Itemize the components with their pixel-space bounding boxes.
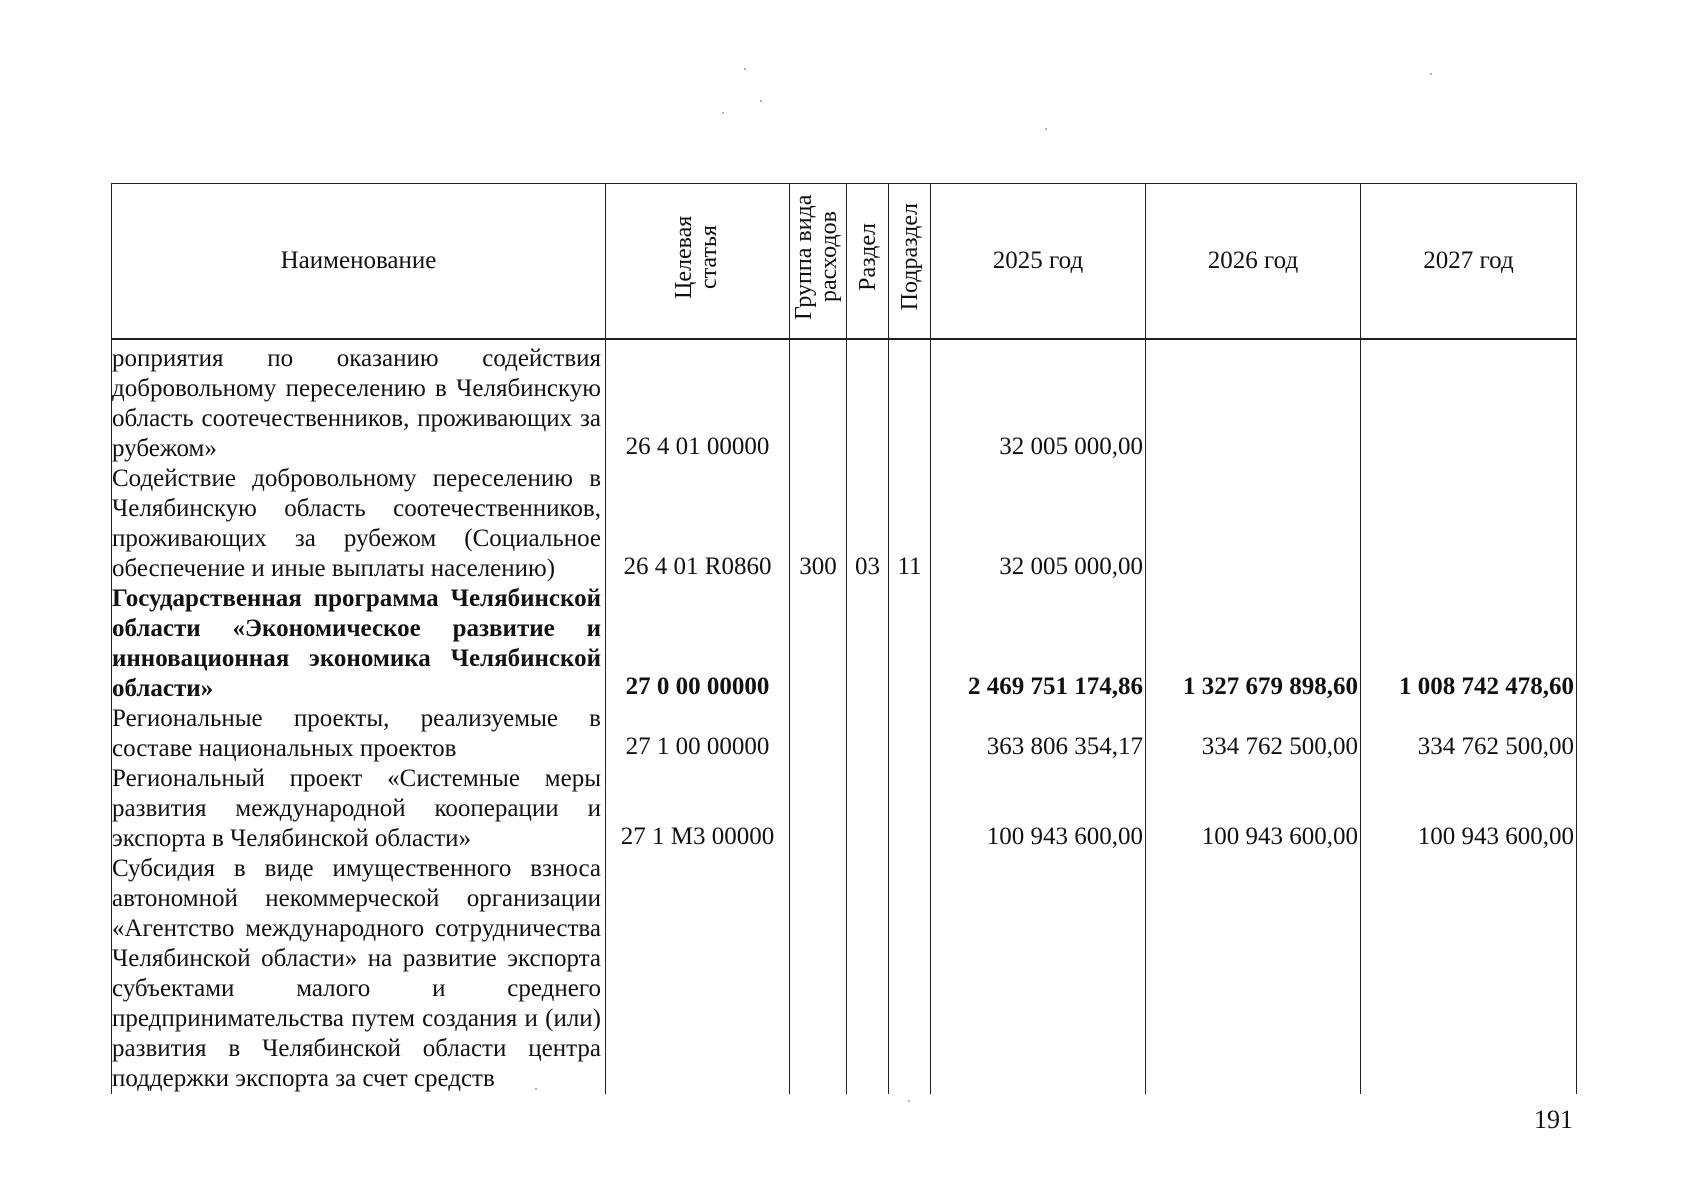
row-target-article: 26 4 01 00000 bbox=[606, 339, 790, 464]
row-subsection bbox=[889, 854, 931, 1094]
row-name: Региональные проекты, реализуемые в составе национальных проектов bbox=[112, 704, 606, 764]
row-amount-2025 bbox=[931, 854, 1146, 1094]
row-amount-2026: 334 762 500,00 bbox=[1146, 704, 1361, 764]
scan-speck bbox=[535, 1088, 537, 1090]
row-amount-2026 bbox=[1146, 464, 1361, 584]
row-section: 03 bbox=[847, 464, 889, 584]
page-number: 191 bbox=[1534, 1105, 1573, 1134]
row-section bbox=[847, 339, 889, 464]
row-amount-2025: 363 806 354,17 bbox=[931, 704, 1146, 764]
scan-speck bbox=[1430, 73, 1432, 75]
row-expense-group bbox=[790, 704, 847, 764]
table-row bbox=[112, 339, 1577, 464]
row-expense-group: 300 bbox=[790, 464, 847, 584]
row-amount-2026: 100 943 600,00 bbox=[1146, 764, 1361, 854]
scan-speck bbox=[1045, 128, 1047, 130]
row-name: Государственная программа Челябинской области «Экономическое развитие и инновационная экономика Челябинской области» bbox=[112, 584, 606, 704]
row-amount-2026: 1 327 679 898,60 bbox=[1146, 584, 1361, 704]
row-subsection bbox=[889, 339, 931, 464]
row-section bbox=[847, 854, 889, 1094]
table-header-row bbox=[112, 184, 1577, 340]
table-row bbox=[112, 704, 1577, 764]
row-subsection bbox=[889, 584, 931, 704]
row-expense-group bbox=[790, 764, 847, 854]
scan-speck bbox=[722, 112, 724, 114]
header-expense-group: Группа вида расходов bbox=[790, 184, 847, 340]
row-subsection bbox=[889, 764, 931, 854]
row-section bbox=[847, 584, 889, 704]
row-subsection: 11 bbox=[889, 464, 931, 584]
header-section: Раздел bbox=[847, 184, 889, 340]
header-year-2026: 2026 год bbox=[1146, 184, 1361, 340]
row-amount-2027 bbox=[1361, 339, 1577, 464]
row-amount-2025: 100 943 600,00 bbox=[931, 764, 1146, 854]
header-name: Наименование bbox=[112, 184, 606, 340]
header-target-article: Целевая статья bbox=[606, 184, 790, 340]
header-year-2027: 2027 год bbox=[1361, 184, 1577, 340]
table-row bbox=[112, 464, 1577, 584]
row-target-article: 26 4 01 R0860 bbox=[606, 464, 790, 584]
row-amount-2027: 334 762 500,00 bbox=[1361, 704, 1577, 764]
row-amount-2025: 32 005 000,00 bbox=[931, 339, 1146, 464]
row-target-article: 27 1 М3 00000 bbox=[606, 764, 790, 854]
row-amount-2027 bbox=[1361, 464, 1577, 584]
table-row bbox=[112, 764, 1577, 854]
row-name: Субсидия в виде имущественного взноса автономной некоммерческой организации «Агентство международного сотрудничества Челябинской области» на развитие экспорта субъектами малого и среднего предпринимательства путем создания и (или) развития в Челябинской области центра поддержки экспорта за счет средств bbox=[112, 854, 606, 1094]
row-amount-2027: 1 008 742 478,60 bbox=[1361, 584, 1577, 704]
row-target-article: 27 0 00 00000 bbox=[606, 584, 790, 704]
row-amount-2025: 32 005 000,00 bbox=[931, 464, 1146, 584]
row-expense-group bbox=[790, 339, 847, 464]
row-amount-2025: 2 469 751 174,86 bbox=[931, 584, 1146, 704]
row-section bbox=[847, 704, 889, 764]
scan-speck bbox=[760, 100, 762, 102]
row-target-article bbox=[606, 854, 790, 1094]
row-section bbox=[847, 764, 889, 854]
row-name: роприятия по оказанию содействия добровольному переселению в Челябинскую область соотечественников, проживающих за рубежом» bbox=[112, 339, 606, 464]
table-row bbox=[112, 854, 1577, 1094]
row-expense-group bbox=[790, 854, 847, 1094]
row-amount-2026 bbox=[1146, 854, 1361, 1094]
row-amount-2027: 100 943 600,00 bbox=[1361, 764, 1577, 854]
row-subsection bbox=[889, 704, 931, 764]
row-amount-2026 bbox=[1146, 339, 1361, 464]
row-name: Содействие добровольному переселению в Челябинскую область соотечественников, проживающих за рубежом (Социальное обеспечение и иные выплаты населению) bbox=[112, 464, 606, 584]
budget-table bbox=[111, 183, 1577, 1094]
header-subsection: Подраздел bbox=[889, 184, 931, 340]
row-target-article: 27 1 00 00000 bbox=[606, 704, 790, 764]
row-amount-2027 bbox=[1361, 854, 1577, 1094]
table-row bbox=[112, 584, 1577, 704]
scan-speck bbox=[744, 68, 746, 70]
row-expense-group bbox=[790, 584, 847, 704]
scan-speck bbox=[908, 1100, 910, 1102]
row-name: Региональный проект «Системные меры развития международной кооперации и экспорта в Челябинской области» bbox=[112, 764, 606, 854]
header-year-2025: 2025 год bbox=[931, 184, 1146, 340]
